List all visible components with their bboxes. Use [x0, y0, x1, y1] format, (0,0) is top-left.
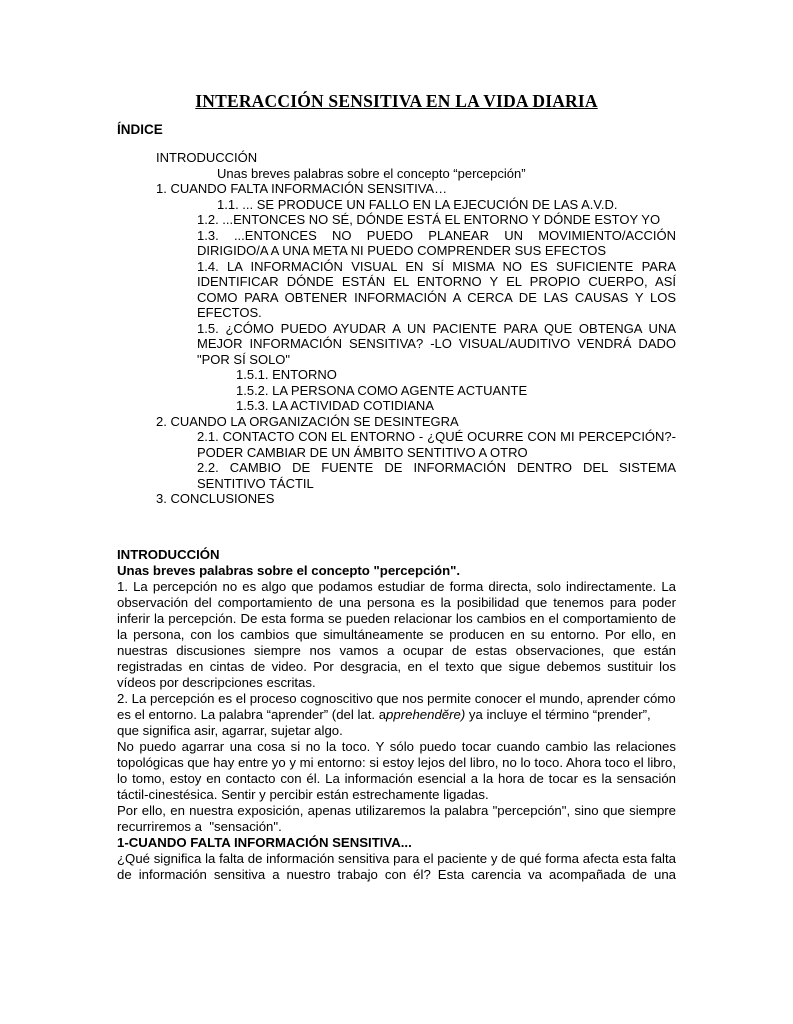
index-entry: 1.1. ... SE PRODUCE UN FALLO EN LA EJECUCIÓN DE LAS A.V.D. — [217, 196, 618, 212]
document-body — [117, 547, 676, 883]
index-entry: 1. CUANDO FALTA INFORMACIÓN SENSITIVA… — [156, 181, 448, 196]
paragraph-1: 1. La percepción no es algo que podamos estudiar de forma directa, solo indirectamente. La observación del comportamiento de una persona es la posibilidad que tenemos para poder inferir la percepción. De esta forma se pueden relacionar los cambios en el comportamiento de la persona, con los cambios que simultáneamente se producen en su entorno. Por ello, en nuestras discusiones siempre nos vamos a ocupar de estas observaciones, que están registradas en cintas de video. Por desgracia, en el texto que sigue debemos sustituir los vídeos por descripciones escritas. — [117, 578, 676, 690]
table-of-contents — [117, 150, 676, 507]
latin-term-italic: pprehendĕre) — [386, 706, 466, 722]
index-entry: 1.5.2. LA PERSONA COMO AGENTE ACTUANTE — [236, 382, 528, 398]
index-entry: 1.5. ¿CÓMO PUEDO AYUDAR A UN PACIENTE PARA QUE OBTENGA UNA MEJOR INFORMACIÓN SENSITIVA? -LO VISUAL/AUDITIVO VENDRÁ DADO "POR SÍ SOLO" — [197, 320, 676, 367]
index-entry: 2. CUANDO LA ORGANIZACIÓN SE DESINTEGRA — [156, 413, 459, 429]
intro-subheading: Unas breves palabras sobre el concepto "percepción". — [117, 562, 461, 578]
index-entry: 1.3. ...ENTONCES NO PUEDO PLANEAR UN MOVIMIENTO/ACCIÓN DIRIGIDO/A A UNA META NI PUEDO COMPRENDER SUS EFECTOS — [197, 227, 676, 258]
paragraph-2-text: 2. La percepción es el proceso cognoscitivo que nos permite conocer el mundo, aprender cómo es el entorno. La palabra “aprender” (del lat. a — [117, 690, 676, 722]
section1-heading: 1-CUANDO FALTA INFORMACIÓN SENSITIVA... — [117, 834, 412, 850]
index-entry: 2.2. CAMBIO DE FUENTE DE INFORMACIÓN DENTRO DEL SISTEMA SENTITIVO TÁCTIL — [197, 460, 676, 491]
index-entry: 1.5.3. LA ACTIVIDAD COTIDIANA — [236, 398, 434, 413]
index-entry: Unas breves palabras sobre el concepto “percepción” — [217, 165, 526, 181]
index-entry: INTRODUCCIÓN — [156, 150, 258, 165]
paragraph-4: ¿Qué significa la falta de información sensitiva para el paciente y de qué forma afecta esta falta de información sensitiva a nuestro trabajo con él? Esta carencia va acompañada de una — [117, 850, 676, 882]
index-entry: 2.1. CONTACTO CON EL ENTORNO - ¿QUÉ OCURRE CON MI PERCEPCIÓN?- PODER CAMBIAR DE UN ÁMBITO SENTITIVO A OTRO — [197, 429, 676, 460]
index-entry: 3. CONCLUSIONES — [156, 491, 275, 506]
paragraph-3: Por ello, en nuestra exposición, apenas utilizaremos la palabra "percepción", sino que siempre recurriremos a "sensación". — [117, 802, 676, 834]
paragraph-2 — [117, 691, 676, 739]
index-entry: 1.5.1. ENTORNO — [236, 367, 337, 382]
paragraph-2-continued: No puedo agarrar una cosa si no la toco. Y sólo puedo tocar cuando cambio las relaciones topológicas que hay entre yo y mi entorno: si estoy lejos del libro, no lo toco. Ahora toco el libro, lo tomo, estoy en contacto con él. La información esencial a la hora de tocar es la sensación táctil-cinestésica. Sentir y percibir están estrechamente ligadas. — [117, 738, 676, 802]
paragraph-2-text: ya incluye el término “prender”, que significa asir, agarrar, sujetar algo. — [117, 706, 651, 738]
intro-heading: INTRODUCCIÓN — [117, 546, 220, 562]
index-entry: 1.2. ...ENTONCES NO SÉ, DÓNDE ESTÁ EL ENTORNO Y DÓNDE ESTOY YO — [197, 212, 661, 227]
document-title: INTERACCIÓN SENSITIVA EN LA VIDA DIARIA — [195, 91, 598, 111]
index-heading: ÍNDICE — [117, 122, 163, 137]
index-entry: 1.4. LA INFORMACIÓN VISUAL EN SÍ MISMA NO ES SUFICIENTE PARA IDENTIFICAR DÓNDE ESTÁN EL ENTORNO Y EL PROPIO CUERPO, ASÍ COMO PARA OBTENER INFORMACIÓN A CERCA DE LAS CAUSAS Y LOS EFECTOS. — [197, 258, 676, 320]
